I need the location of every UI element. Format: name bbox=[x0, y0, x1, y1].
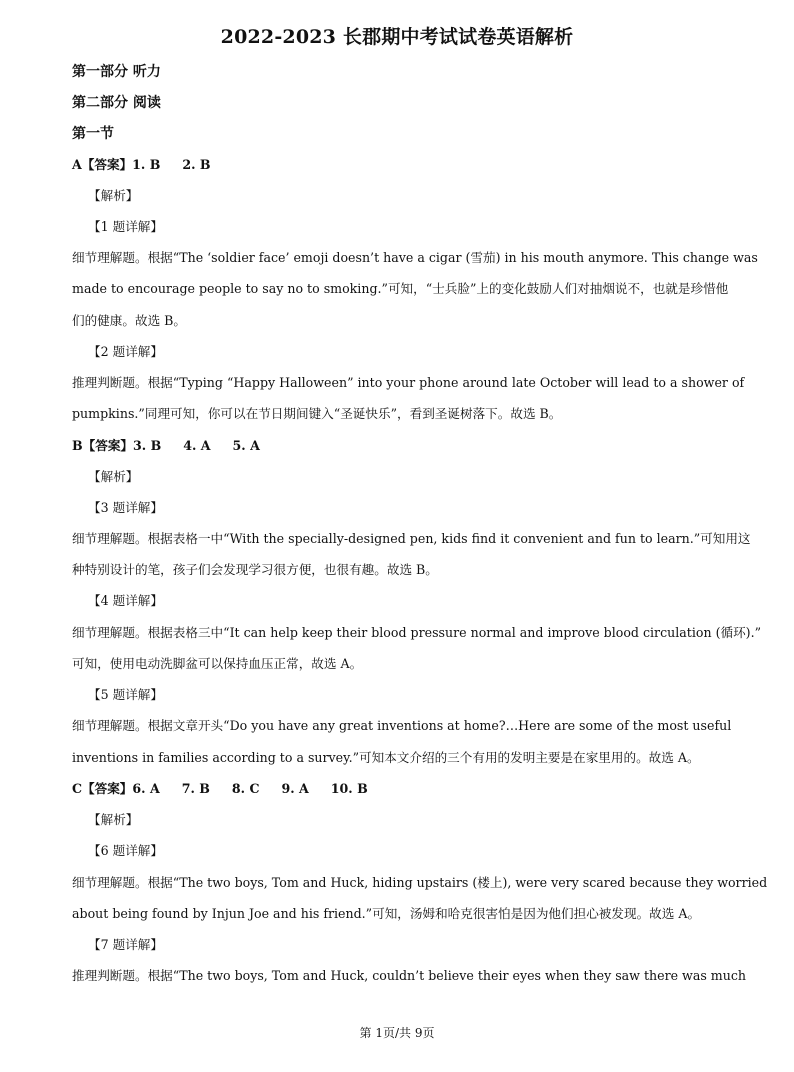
section-heading: 第一节 bbox=[72, 126, 114, 142]
explanation-text: 可知，使用电动洗脚盆可以保持血压正常，故选 A。 bbox=[72, 656, 363, 671]
page-footer: 第 1页/共 9页 bbox=[359, 1026, 435, 1040]
explanation-text: 种特别设计的笔，孩子们会发现学习很方便，也很有趣。故选 B。 bbox=[72, 562, 438, 577]
answer-item: 2. B bbox=[182, 157, 211, 172]
answer-item: 5. A bbox=[232, 438, 260, 453]
explanation-text: 细节理解题。根据“The ‘soldier face’ emoji doesn’t have a cigar (雪茄) in his mouth anymore. This change was bbox=[72, 250, 758, 265]
answer-line-a bbox=[72, 157, 211, 173]
answer-prefix: A【答案】 bbox=[72, 157, 133, 172]
explanation-text: 推理判断题。根据“Typing “Happy Halloween” into your phone around late October will lead to a shower of bbox=[72, 375, 745, 390]
answer-prefix: C【答案】 bbox=[72, 781, 133, 796]
question-label: 【6 题详解】 bbox=[88, 843, 163, 858]
explanation-text: 细节理解题。根据表格一中“With the specially-designed pen, kids find it convenient and fun to learn.”可知用这 bbox=[72, 531, 751, 546]
explanation-text: pumpkins.”同理可知，你可以在节日期间键入“圣诞快乐”，看到圣诞树落下。故选 B。 bbox=[72, 406, 562, 421]
explanation-text: 细节理解题。根据“The two boys, Tom and Huck, hiding upstairs (楼上), were very scared because they worried bbox=[72, 875, 768, 890]
answer-line-c bbox=[72, 781, 368, 797]
answer-line-b bbox=[72, 438, 260, 454]
part-heading-listening: 第一部分 听力 bbox=[72, 64, 161, 80]
explanation-text: 们的健康。故选 B。 bbox=[72, 313, 187, 328]
page-title: 2022-2023 长郡期中考试试卷英语解析 bbox=[220, 26, 574, 48]
answer-item: 8. C bbox=[231, 781, 260, 796]
analysis-label: 【解析】 bbox=[88, 469, 139, 484]
answer-item: 9. A bbox=[281, 781, 309, 796]
answer-item: 4. A bbox=[183, 438, 211, 453]
explanation-text: made to encourage people to say no to smoking.”可知，“士兵脸”上的变化鼓励人们对抽烟说不，也就是珍惜他 bbox=[72, 281, 729, 296]
explanation-text: 推理判断题。根据“The two boys, Tom and Huck, couldn’t believe their eyes when they saw there was much bbox=[72, 968, 747, 983]
answer-item: 3. B bbox=[133, 438, 162, 453]
answer-prefix: B【答案】 bbox=[72, 438, 134, 453]
part-heading-reading: 第二部分 阅读 bbox=[72, 95, 161, 111]
question-label: 【3 题详解】 bbox=[88, 500, 163, 515]
explanation-text: about being found by Injun Joe and his friend.”可知，汤姆和哈克很害怕是因为他们担心被发现。故选 A。 bbox=[72, 906, 701, 921]
question-label: 【4 题详解】 bbox=[88, 593, 163, 608]
question-label: 【2 题详解】 bbox=[88, 344, 163, 359]
question-label: 【7 题详解】 bbox=[88, 937, 163, 952]
question-label: 【5 题详解】 bbox=[88, 687, 163, 702]
answer-item: 10. B bbox=[330, 781, 368, 796]
answer-item: 1. B bbox=[132, 157, 161, 172]
answer-item: 6. A bbox=[132, 781, 160, 796]
answer-item: 7. B bbox=[181, 781, 210, 796]
question-label: 【1 题详解】 bbox=[88, 219, 163, 234]
explanation-text: 细节理解题。根据文章开头“Do you have any great inventions at home?…Here are some of the most useful bbox=[72, 718, 732, 733]
explanation-text: inventions in families according to a survey.”可知本文介绍的三个有用的发明主要是在家里用的。故选 A。 bbox=[72, 750, 700, 765]
analysis-label: 【解析】 bbox=[88, 812, 139, 827]
analysis-label: 【解析】 bbox=[88, 188, 139, 203]
explanation-text: 细节理解题。根据表格三中“It can help keep their blood pressure normal and improve blood circulation (循环).” bbox=[72, 625, 762, 640]
